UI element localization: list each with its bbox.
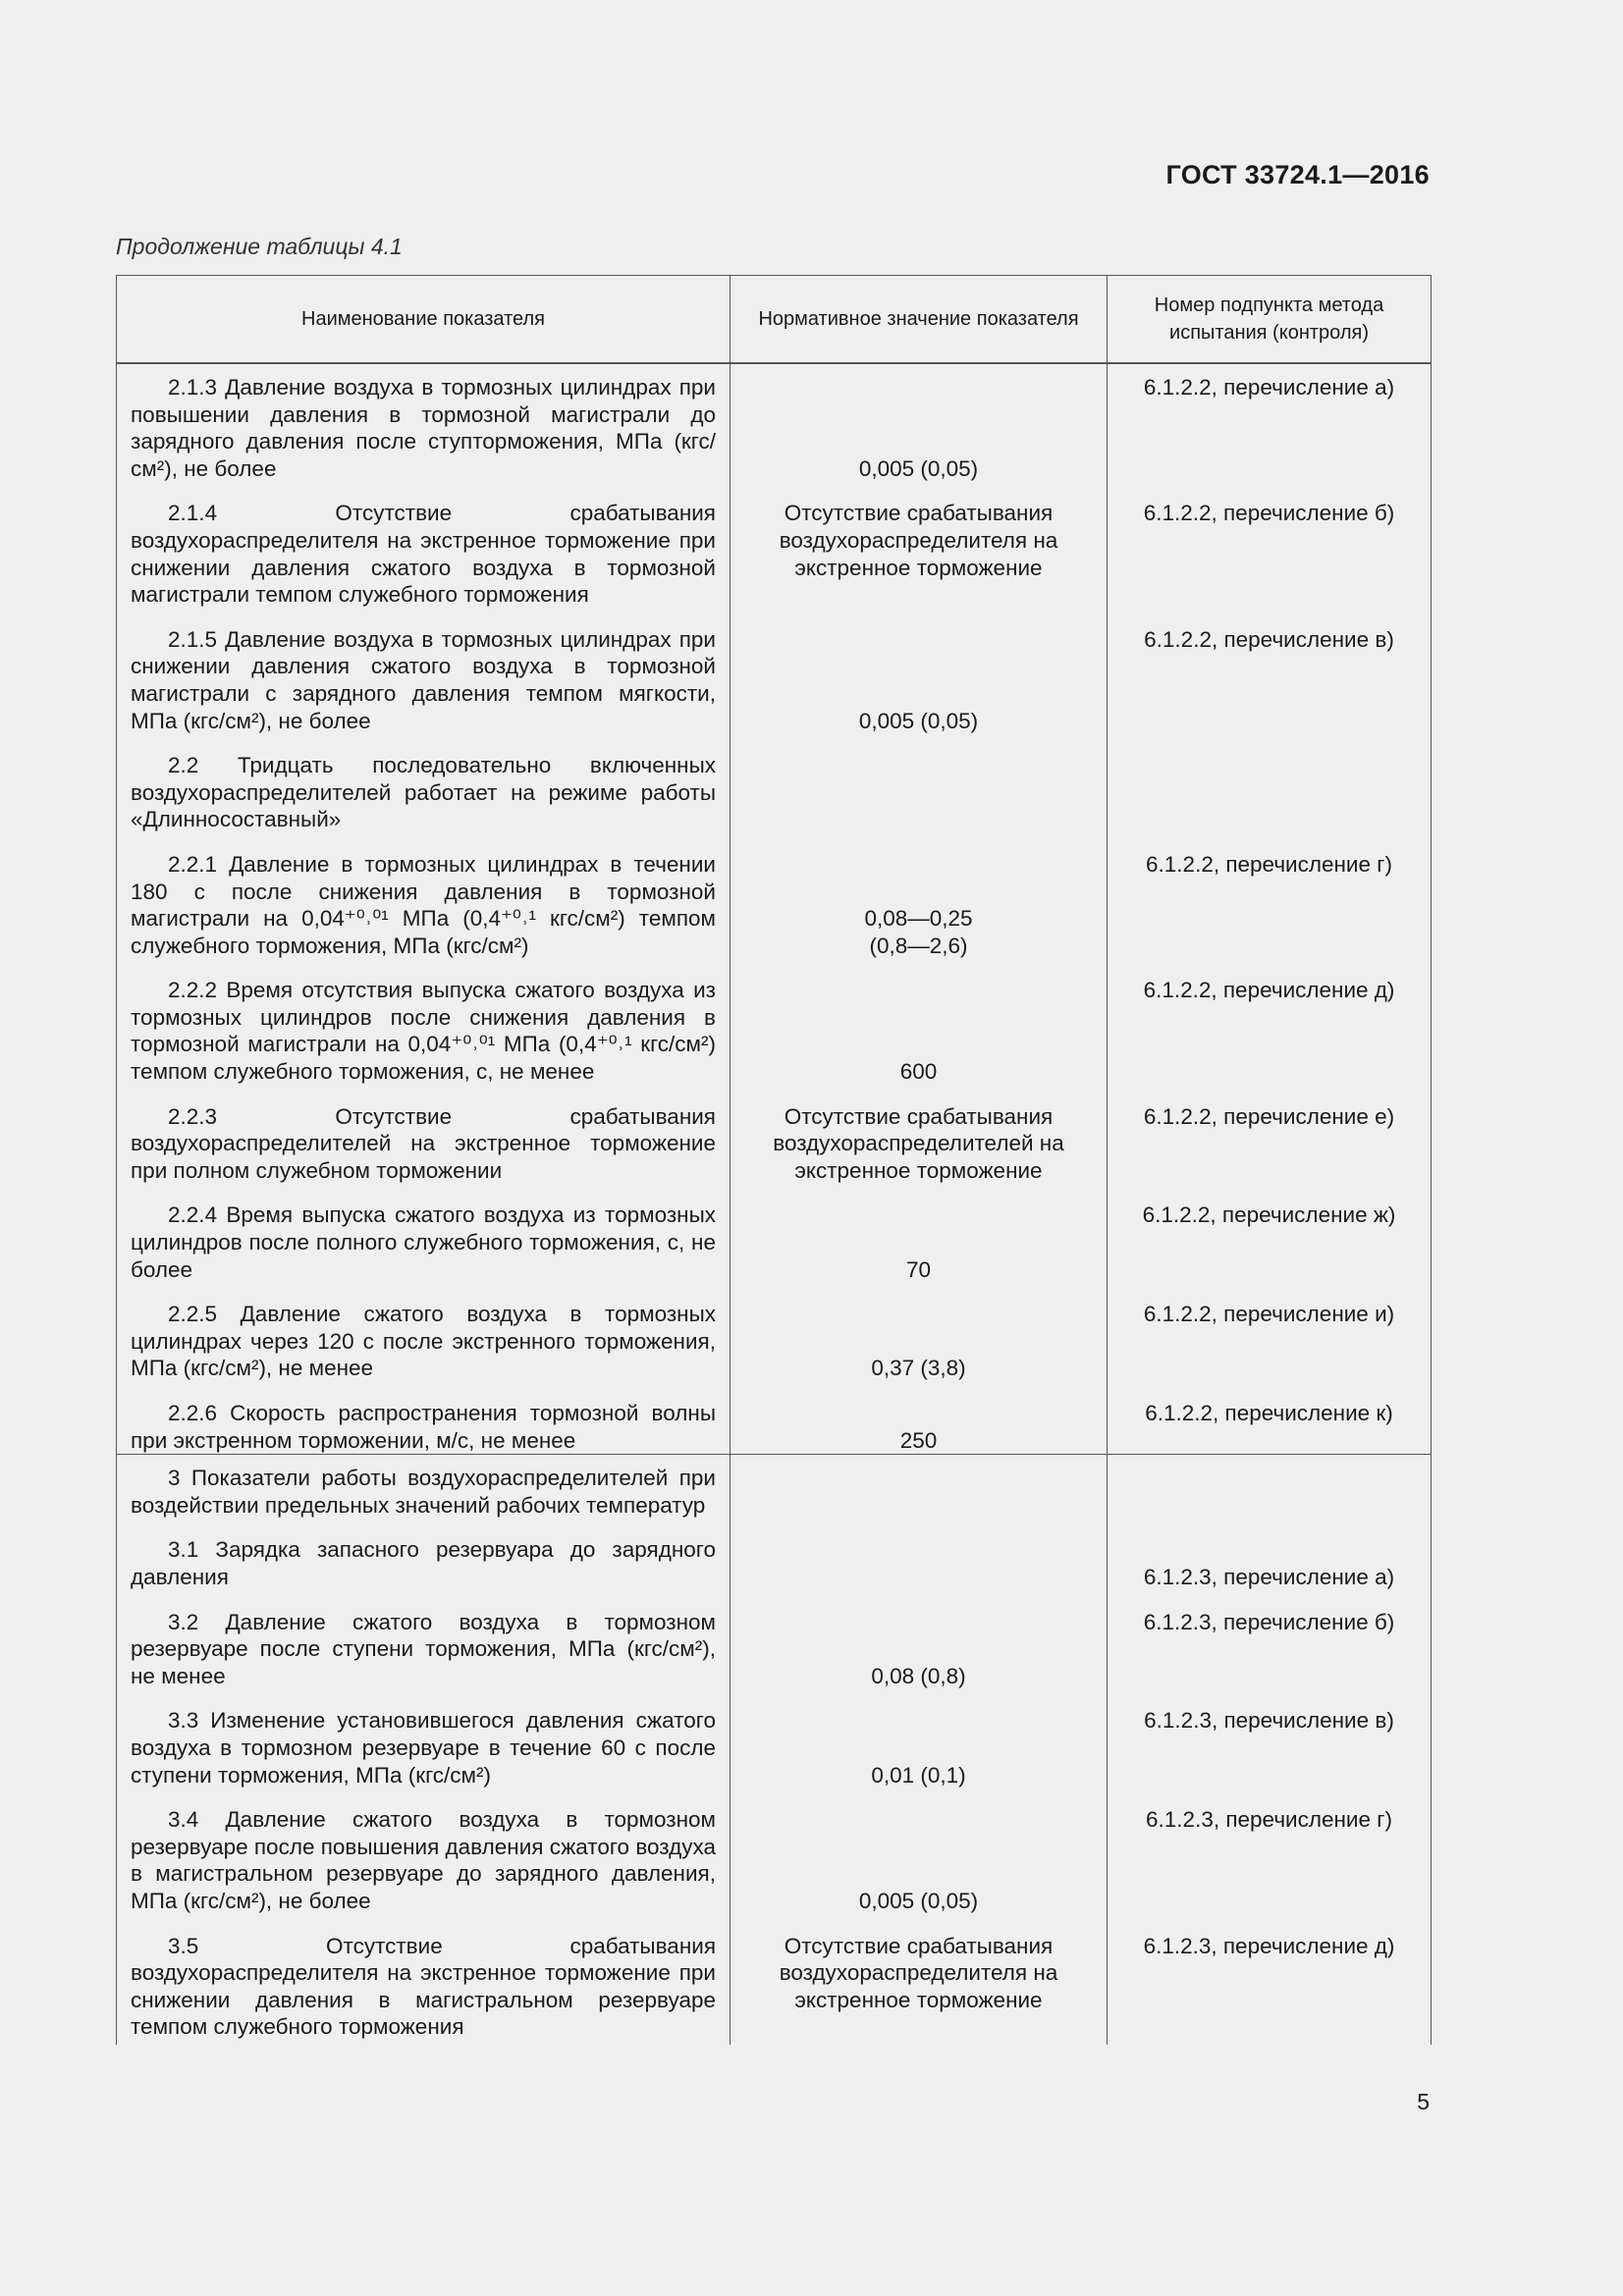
row-name-cell: 2.2.5 Давление сжатого воздуха в тормозных цилиндрах через 120 с после экстренного торможения, МПа (кгс/см²), не менее: [117, 1289, 730, 1388]
row-value-cell: 250: [730, 1388, 1108, 1455]
row-method-cell: 6.1.2.2, перечисление г): [1108, 839, 1432, 965]
standard-number: ГОСТ 33724.1—2016: [1165, 160, 1430, 189]
table-row: [117, 740, 1432, 839]
row-value-cell: Отсутствие срабатывания воздухораспределителя на экстренное торможение: [730, 1921, 1108, 2045]
table-row: [117, 1695, 1432, 1794]
row-method-cell: 6.1.2.3, перечисление г): [1108, 1794, 1432, 1920]
row-value-cell: 70: [730, 1190, 1108, 1289]
row-method-cell: 6.1.2.2, перечисление и): [1108, 1289, 1432, 1388]
row-method-cell: [1108, 740, 1432, 839]
row-value-cell: 0,37 (3,8): [730, 1289, 1108, 1388]
row-name-cell: 2.2.4 Время выпуска сжатого воздуха из тормозных цилиндров после полного служебного торможения, с, не более: [117, 1190, 730, 1289]
row-name-cell: 3.4 Давление сжатого воздуха в тормозном резервуаре после повышения давления сжатого воздуха в магистральном резервуаре до зарядного давления, МПа (кгс/см²), не более: [117, 1794, 730, 1920]
table-row: [117, 614, 1432, 740]
row-method-cell: 6.1.2.2, перечисление б): [1108, 488, 1432, 614]
row-value-line: 0,08—0,25: [864, 906, 973, 932]
table-row: [117, 1388, 1432, 1455]
row-value-cell: [730, 839, 1108, 965]
row-value-cell: Отсутствие срабатывания воздухораспределителя на экстренное торможение: [730, 488, 1108, 614]
row-method-cell: 6.1.2.3, перечисление а): [1108, 1524, 1432, 1596]
table-row: [117, 965, 1432, 1091]
row-method-cell: 6.1.2.2, перечисление в): [1108, 614, 1432, 740]
row-value-cell: 0,005 (0,05): [730, 614, 1108, 740]
row-value-cell: 0,005 (0,05): [730, 363, 1108, 488]
row-value-line: (0,8—2,6): [869, 933, 968, 958]
table-row: [117, 363, 1432, 488]
column-header-value: Нормативное значение показателя: [730, 276, 1108, 364]
row-method-cell: 6.1.2.2, перечисление а): [1108, 363, 1432, 488]
row-name-cell: 3.2 Давление сжатого воздуха в тормозном резервуаре после ступени торможения, МПа (кгс/см²), не менее: [117, 1597, 730, 1696]
row-value-cell: 0,08 (0,8): [730, 1597, 1108, 1696]
column-header-name: Наименование показателя: [117, 276, 730, 364]
row-name-cell: 2.2.6 Скорость распространения тормозной волны при экстренном торможении, м/с, не менее: [117, 1388, 730, 1455]
row-method-cell: 6.1.2.2, перечисление к): [1108, 1388, 1432, 1455]
row-value-cell: [730, 1524, 1108, 1596]
row-name-cell: 3.3 Изменение установившегося давления сжатого воздуха в тормозном резервуаре в течение 60 с после ступени торможения, МПа (кгс/см²): [117, 1695, 730, 1794]
row-method-cell: 6.1.2.2, перечисление ж): [1108, 1190, 1432, 1289]
table-row: [117, 1524, 1432, 1596]
row-method-cell: 6.1.2.2, перечисление е): [1108, 1092, 1432, 1191]
table-row: [117, 1794, 1432, 1920]
row-name-cell: 2.1.3 Давление воздуха в тормозных цилиндрах при повышении давления в тормозной магистрали до зарядного давления после ступторможения, МПа (кгс/см²), не более: [117, 363, 730, 488]
row-method-cell: 6.1.2.3, перечисление б): [1108, 1597, 1432, 1696]
table-row: [117, 488, 1432, 614]
row-value-cell: Отсутствие срабатывания воздухораспределителей на экстренное торможение: [730, 1092, 1108, 1191]
row-method-cell: 6.1.2.2, перечисление д): [1108, 965, 1432, 1091]
table-row: [117, 1289, 1432, 1388]
row-value-cell: [730, 1455, 1108, 1525]
row-method-cell: 6.1.2.3, перечисление д): [1108, 1921, 1432, 2045]
column-header-method: Номер подпункта метода испытания (контроля): [1108, 276, 1432, 364]
row-name-cell: 2.2.2 Время отсутствия выпуска сжатого воздуха из тормозных цилиндров после снижения давления в тормозной магистрали на 0,04⁺⁰˒⁰¹ МПа (0,4⁺⁰˒¹ кгс/см²) темпом служебного торможения, с, не менее: [117, 965, 730, 1091]
table-row: [117, 839, 1432, 965]
row-method-cell: [1108, 1455, 1432, 1525]
row-name-cell: 2.1.5 Давление воздуха в тормозных цилиндрах при снижении давления сжатого воздуха в тормозной магистрали с зарядного давления темпом мягкости, МПа (кгс/см²), не более: [117, 614, 730, 740]
row-name-cell: 3.5 Отсутствие срабатывания воздухораспределителя на экстренное торможение при снижении давления в магистральном резервуаре темпом служебного торможения: [117, 1921, 730, 2045]
table-row: [117, 1921, 1432, 2045]
row-value-cell: 0,01 (0,1): [730, 1695, 1108, 1794]
table-row: [117, 1190, 1432, 1289]
table-row: [117, 1455, 1432, 1525]
table-header-row: [117, 276, 1432, 364]
row-name-cell: 2.1.4 Отсутствие срабатывания воздухораспределителя на экстренное торможение при снижении давления сжатого воздуха в тормозной магистрали темпом служебного торможения: [117, 488, 730, 614]
spec-table: [116, 275, 1432, 2045]
page-number: 5: [1417, 2089, 1430, 2114]
row-value-cell: 0,005 (0,05): [730, 1794, 1108, 1920]
row-name-cell: 2.2.3 Отсутствие срабатывания воздухораспределителей на экстренное торможение при полном служебном торможении: [117, 1092, 730, 1191]
row-value-cell: [730, 740, 1108, 839]
row-name-cell: 3 Показатели работы воздухораспределителей при воздействии предельных значений рабочих температур: [117, 1455, 730, 1525]
table-caption: Продолжение таблицы 4.1: [116, 234, 403, 259]
row-name-cell: 2.2 Тридцать последовательно включенных воздухораспределителей работает на режиме работы «Длинносоставный»: [117, 740, 730, 839]
table-row: [117, 1597, 1432, 1696]
table-row: [117, 1092, 1432, 1191]
row-value-cell: 600: [730, 965, 1108, 1091]
row-name-cell: 2.2.1 Давление в тормозных цилиндрах в течении 180 с после снижения давления в тормозной магистрали на 0,04⁺⁰˒⁰¹ МПа (0,4⁺⁰˒¹ кгс/см²) темпом служебного торможения, МПа (кгс/см²): [117, 839, 730, 965]
row-name-cell: 3.1 Зарядка запасного резервуара до зарядного давления: [117, 1524, 730, 1596]
row-method-cell: 6.1.2.3, перечисление в): [1108, 1695, 1432, 1794]
